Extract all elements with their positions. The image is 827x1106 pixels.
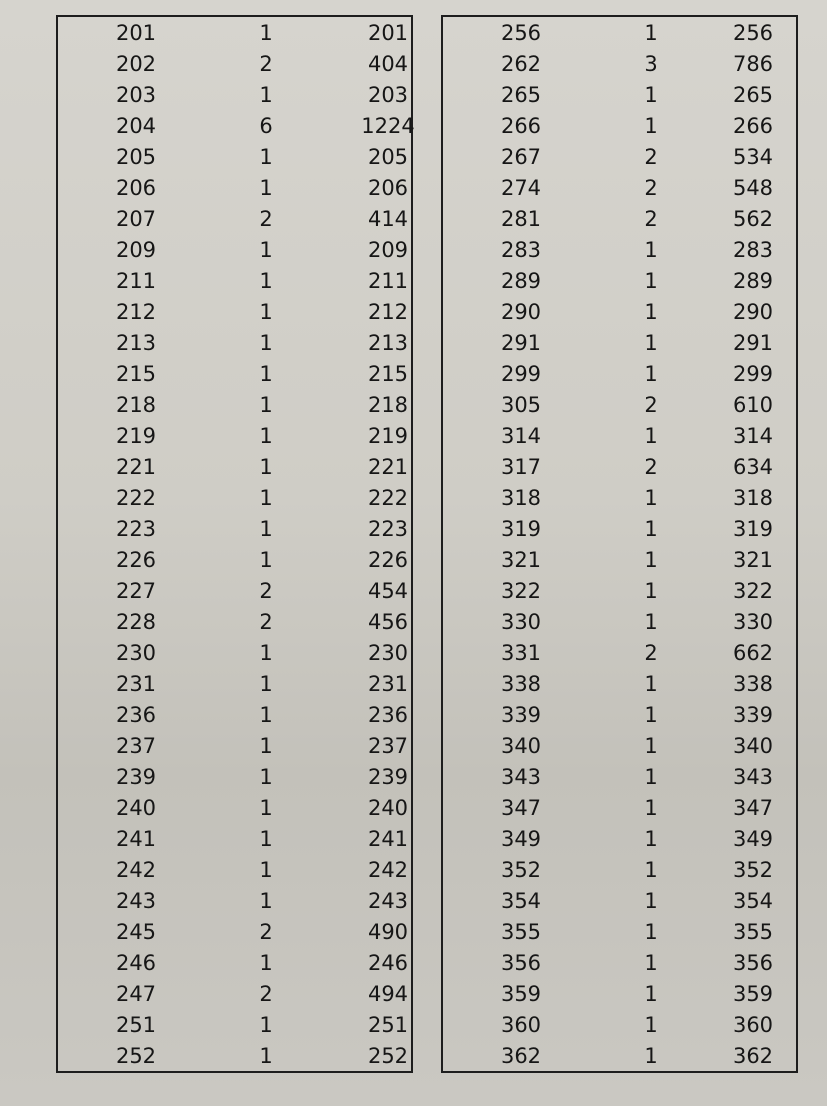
total-cell: 219	[367, 424, 409, 448]
count-cell: 1	[644, 1013, 658, 1037]
table-row	[58, 297, 411, 328]
total-cell: 265	[732, 83, 774, 107]
number-cell: 347	[500, 796, 542, 820]
count-cell: 1	[259, 517, 273, 541]
table-row	[58, 855, 411, 886]
total-cell: 318	[732, 486, 774, 510]
total-cell: 352	[732, 858, 774, 882]
number-cell: 243	[115, 889, 157, 913]
count-cell: 2	[259, 207, 273, 231]
total-cell: 354	[732, 889, 774, 913]
number-cell: 283	[500, 238, 542, 262]
table-row	[58, 111, 415, 142]
table-row	[443, 483, 796, 514]
table-row	[443, 452, 796, 483]
count-cell: 1	[644, 21, 658, 45]
total-cell: 456	[367, 610, 409, 634]
table-row	[58, 328, 411, 359]
number-cell: 305	[500, 393, 542, 417]
number-cell: 241	[115, 827, 157, 851]
total-cell: 283	[732, 238, 774, 262]
total-cell: 355	[732, 920, 774, 944]
number-cell: 242	[115, 858, 157, 882]
count-cell: 1	[259, 455, 273, 479]
table-row	[58, 731, 411, 762]
table-row	[58, 607, 411, 638]
count-cell: 1	[259, 393, 273, 417]
total-cell: 213	[367, 331, 409, 355]
count-cell: 1	[644, 269, 658, 293]
table-row	[58, 235, 411, 266]
table-row	[58, 793, 411, 824]
count-cell: 1	[644, 238, 658, 262]
count-cell: 1	[259, 796, 273, 820]
number-cell: 262	[500, 52, 542, 76]
number-cell: 239	[115, 765, 157, 789]
total-cell: 222	[367, 486, 409, 510]
number-cell: 209	[115, 238, 157, 262]
table-row	[443, 886, 796, 917]
table-row	[443, 18, 796, 49]
table-row	[443, 638, 796, 669]
count-cell: 2	[259, 982, 273, 1006]
table-row	[443, 979, 796, 1010]
number-cell: 223	[115, 517, 157, 541]
number-cell: 204	[115, 114, 157, 138]
total-cell: 347	[732, 796, 774, 820]
count-cell: 1	[259, 827, 273, 851]
number-cell: 340	[500, 734, 542, 758]
table-row	[443, 390, 796, 421]
count-cell: 1	[644, 672, 658, 696]
number-cell: 213	[115, 331, 157, 355]
right-table	[441, 15, 798, 1073]
table-row	[58, 514, 411, 545]
total-cell: 243	[367, 889, 409, 913]
number-cell: 201	[115, 21, 157, 45]
count-cell: 2	[259, 610, 273, 634]
total-cell: 534	[732, 145, 774, 169]
table-row	[58, 762, 411, 793]
table-row	[58, 18, 411, 49]
count-cell: 2	[259, 52, 273, 76]
total-cell: 256	[732, 21, 774, 45]
number-cell: 246	[115, 951, 157, 975]
count-cell: 1	[259, 269, 273, 293]
number-cell: 274	[500, 176, 542, 200]
number-cell: 319	[500, 517, 542, 541]
count-cell: 1	[644, 424, 658, 448]
number-cell: 207	[115, 207, 157, 231]
number-cell: 291	[500, 331, 542, 355]
number-cell: 360	[500, 1013, 542, 1037]
count-cell: 1	[259, 331, 273, 355]
total-cell: 322	[732, 579, 774, 603]
table-row	[443, 917, 796, 948]
table-row	[443, 607, 796, 638]
table-row	[58, 266, 411, 297]
number-cell: 318	[500, 486, 542, 510]
table-row	[58, 1010, 411, 1041]
table-row	[443, 700, 796, 731]
number-cell: 354	[500, 889, 542, 913]
number-cell: 251	[115, 1013, 157, 1037]
total-cell: 223	[367, 517, 409, 541]
table-row	[443, 545, 796, 576]
total-cell: 360	[732, 1013, 774, 1037]
count-cell: 1	[259, 362, 273, 386]
total-cell: 319	[732, 517, 774, 541]
count-cell: 1	[259, 889, 273, 913]
table-row	[443, 514, 796, 545]
table-row	[443, 762, 796, 793]
total-cell: 206	[367, 176, 409, 200]
total-cell: 212	[367, 300, 409, 324]
right-table-rows	[443, 18, 796, 1072]
total-cell: 786	[732, 52, 774, 76]
count-cell: 1	[644, 114, 658, 138]
total-cell: 662	[732, 641, 774, 665]
number-cell: 338	[500, 672, 542, 696]
table-row	[58, 483, 411, 514]
total-cell: 314	[732, 424, 774, 448]
count-cell: 1	[259, 703, 273, 727]
number-cell: 252	[115, 1044, 157, 1068]
number-cell: 256	[500, 21, 542, 45]
table-row	[443, 576, 796, 607]
total-cell: 236	[367, 703, 409, 727]
number-cell: 349	[500, 827, 542, 851]
count-cell: 6	[259, 114, 273, 138]
total-cell: 414	[367, 207, 409, 231]
total-cell: 221	[367, 455, 409, 479]
count-cell: 1	[644, 765, 658, 789]
number-cell: 281	[500, 207, 542, 231]
total-cell: 359	[732, 982, 774, 1006]
table-row	[443, 266, 796, 297]
count-cell: 2	[644, 393, 658, 417]
number-cell: 359	[500, 982, 542, 1006]
total-cell: 1224	[361, 114, 415, 138]
total-cell: 226	[367, 548, 409, 572]
number-cell: 227	[115, 579, 157, 603]
total-cell: 340	[732, 734, 774, 758]
count-cell: 2	[259, 920, 273, 944]
number-cell: 215	[115, 362, 157, 386]
table-row	[443, 421, 796, 452]
total-cell: 338	[732, 672, 774, 696]
number-cell: 322	[500, 579, 542, 603]
number-cell: 202	[115, 52, 157, 76]
table-row	[443, 297, 796, 328]
total-cell: 349	[732, 827, 774, 851]
table-row	[58, 638, 411, 669]
number-cell: 245	[115, 920, 157, 944]
count-cell: 1	[259, 145, 273, 169]
count-cell: 1	[644, 486, 658, 510]
number-cell: 314	[500, 424, 542, 448]
left-table-rows	[58, 18, 415, 1072]
count-cell: 3	[644, 52, 658, 76]
table-row	[58, 700, 411, 731]
number-cell: 355	[500, 920, 542, 944]
number-cell: 230	[115, 641, 157, 665]
table-row	[58, 669, 411, 700]
table-row	[58, 452, 411, 483]
count-cell: 1	[644, 858, 658, 882]
number-cell: 228	[115, 610, 157, 634]
count-cell: 1	[259, 548, 273, 572]
total-cell: 404	[367, 52, 409, 76]
table-row	[58, 204, 411, 235]
table-row	[58, 576, 411, 607]
table-row	[58, 173, 411, 204]
table-row	[443, 855, 796, 886]
table-row	[58, 142, 411, 173]
table-row	[443, 793, 796, 824]
count-cell: 1	[259, 83, 273, 107]
total-cell: 290	[732, 300, 774, 324]
number-cell: 206	[115, 176, 157, 200]
table-row	[58, 979, 411, 1010]
total-cell: 299	[732, 362, 774, 386]
total-cell: 339	[732, 703, 774, 727]
count-cell: 1	[259, 765, 273, 789]
number-cell: 247	[115, 982, 157, 1006]
number-cell: 203	[115, 83, 157, 107]
total-cell: 490	[367, 920, 409, 944]
number-cell: 289	[500, 269, 542, 293]
number-cell: 226	[115, 548, 157, 572]
left-table	[56, 15, 413, 1073]
table-row	[58, 390, 411, 421]
table-row	[58, 1041, 411, 1072]
count-cell: 1	[259, 176, 273, 200]
table-row	[58, 545, 411, 576]
table-row	[58, 359, 411, 390]
number-cell: 330	[500, 610, 542, 634]
count-cell: 1	[259, 951, 273, 975]
count-cell: 1	[644, 362, 658, 386]
table-row	[58, 886, 411, 917]
table-row	[443, 142, 796, 173]
count-cell: 1	[644, 517, 658, 541]
count-cell: 2	[644, 176, 658, 200]
count-cell: 2	[644, 641, 658, 665]
number-cell: 205	[115, 145, 157, 169]
count-cell: 1	[644, 610, 658, 634]
total-cell: 230	[367, 641, 409, 665]
total-cell: 203	[367, 83, 409, 107]
total-cell: 240	[367, 796, 409, 820]
number-cell: 219	[115, 424, 157, 448]
number-cell: 352	[500, 858, 542, 882]
count-cell: 1	[259, 672, 273, 696]
count-cell: 2	[644, 455, 658, 479]
table-row	[443, 669, 796, 700]
number-cell: 290	[500, 300, 542, 324]
count-cell: 1	[644, 734, 658, 758]
table-row	[58, 49, 411, 80]
count-cell: 1	[259, 641, 273, 665]
number-cell: 231	[115, 672, 157, 696]
total-cell: 252	[367, 1044, 409, 1068]
count-cell: 1	[644, 703, 658, 727]
table-row	[443, 173, 796, 204]
count-cell: 1	[644, 548, 658, 572]
table-row	[58, 824, 411, 855]
total-cell: 330	[732, 610, 774, 634]
number-cell: 267	[500, 145, 542, 169]
total-cell: 251	[367, 1013, 409, 1037]
count-cell: 1	[644, 951, 658, 975]
number-cell: 240	[115, 796, 157, 820]
table-row	[443, 111, 796, 142]
number-cell: 221	[115, 455, 157, 479]
table-row	[58, 917, 411, 948]
count-cell: 1	[259, 1044, 273, 1068]
number-cell: 266	[500, 114, 542, 138]
total-cell: 356	[732, 951, 774, 975]
total-cell: 343	[732, 765, 774, 789]
number-cell: 339	[500, 703, 542, 727]
number-cell: 331	[500, 641, 542, 665]
count-cell: 2	[259, 579, 273, 603]
total-cell: 209	[367, 238, 409, 262]
table-row	[443, 328, 796, 359]
total-cell: 205	[367, 145, 409, 169]
number-cell: 218	[115, 393, 157, 417]
count-cell: 1	[644, 889, 658, 913]
number-cell: 265	[500, 83, 542, 107]
total-cell: 494	[367, 982, 409, 1006]
number-cell: 236	[115, 703, 157, 727]
total-cell: 246	[367, 951, 409, 975]
total-cell: 266	[732, 114, 774, 138]
table-row	[443, 731, 796, 762]
table-row	[443, 49, 796, 80]
count-cell: 1	[644, 83, 658, 107]
number-cell: 317	[500, 455, 542, 479]
table-row	[58, 80, 411, 111]
table-row	[443, 1041, 796, 1072]
table-row	[58, 948, 411, 979]
number-cell: 299	[500, 362, 542, 386]
table-row	[443, 359, 796, 390]
number-cell: 211	[115, 269, 157, 293]
total-cell: 291	[732, 331, 774, 355]
table-row	[58, 421, 411, 452]
count-cell: 1	[644, 300, 658, 324]
count-cell: 1	[644, 982, 658, 1006]
total-cell: 562	[732, 207, 774, 231]
total-cell: 610	[732, 393, 774, 417]
total-cell: 454	[367, 579, 409, 603]
count-cell: 1	[259, 300, 273, 324]
count-cell: 1	[644, 920, 658, 944]
total-cell: 321	[732, 548, 774, 572]
number-cell: 356	[500, 951, 542, 975]
count-cell: 2	[644, 145, 658, 169]
count-cell: 1	[259, 734, 273, 758]
number-cell: 321	[500, 548, 542, 572]
count-cell: 1	[259, 21, 273, 45]
table-row	[443, 948, 796, 979]
total-cell: 215	[367, 362, 409, 386]
total-cell: 237	[367, 734, 409, 758]
total-cell: 634	[732, 455, 774, 479]
total-cell: 362	[732, 1044, 774, 1068]
count-cell: 1	[259, 486, 273, 510]
number-cell: 343	[500, 765, 542, 789]
count-cell: 1	[644, 579, 658, 603]
total-cell: 201	[367, 21, 409, 45]
table-row	[443, 824, 796, 855]
total-cell: 241	[367, 827, 409, 851]
number-cell: 362	[500, 1044, 542, 1068]
table-row	[443, 1010, 796, 1041]
total-cell: 231	[367, 672, 409, 696]
table-row	[443, 235, 796, 266]
count-cell: 1	[644, 331, 658, 355]
total-cell: 218	[367, 393, 409, 417]
count-cell: 1	[644, 827, 658, 851]
total-cell: 239	[367, 765, 409, 789]
count-cell: 1	[644, 796, 658, 820]
total-cell: 242	[367, 858, 409, 882]
count-cell: 1	[259, 238, 273, 262]
number-cell: 237	[115, 734, 157, 758]
count-cell: 1	[644, 1044, 658, 1068]
total-cell: 289	[732, 269, 774, 293]
number-cell: 212	[115, 300, 157, 324]
table-row	[443, 204, 796, 235]
number-cell: 222	[115, 486, 157, 510]
total-cell: 548	[732, 176, 774, 200]
count-cell: 1	[259, 1013, 273, 1037]
count-cell: 1	[259, 424, 273, 448]
count-cell: 1	[259, 858, 273, 882]
total-cell: 211	[367, 269, 409, 293]
count-cell: 2	[644, 207, 658, 231]
table-row	[443, 80, 796, 111]
